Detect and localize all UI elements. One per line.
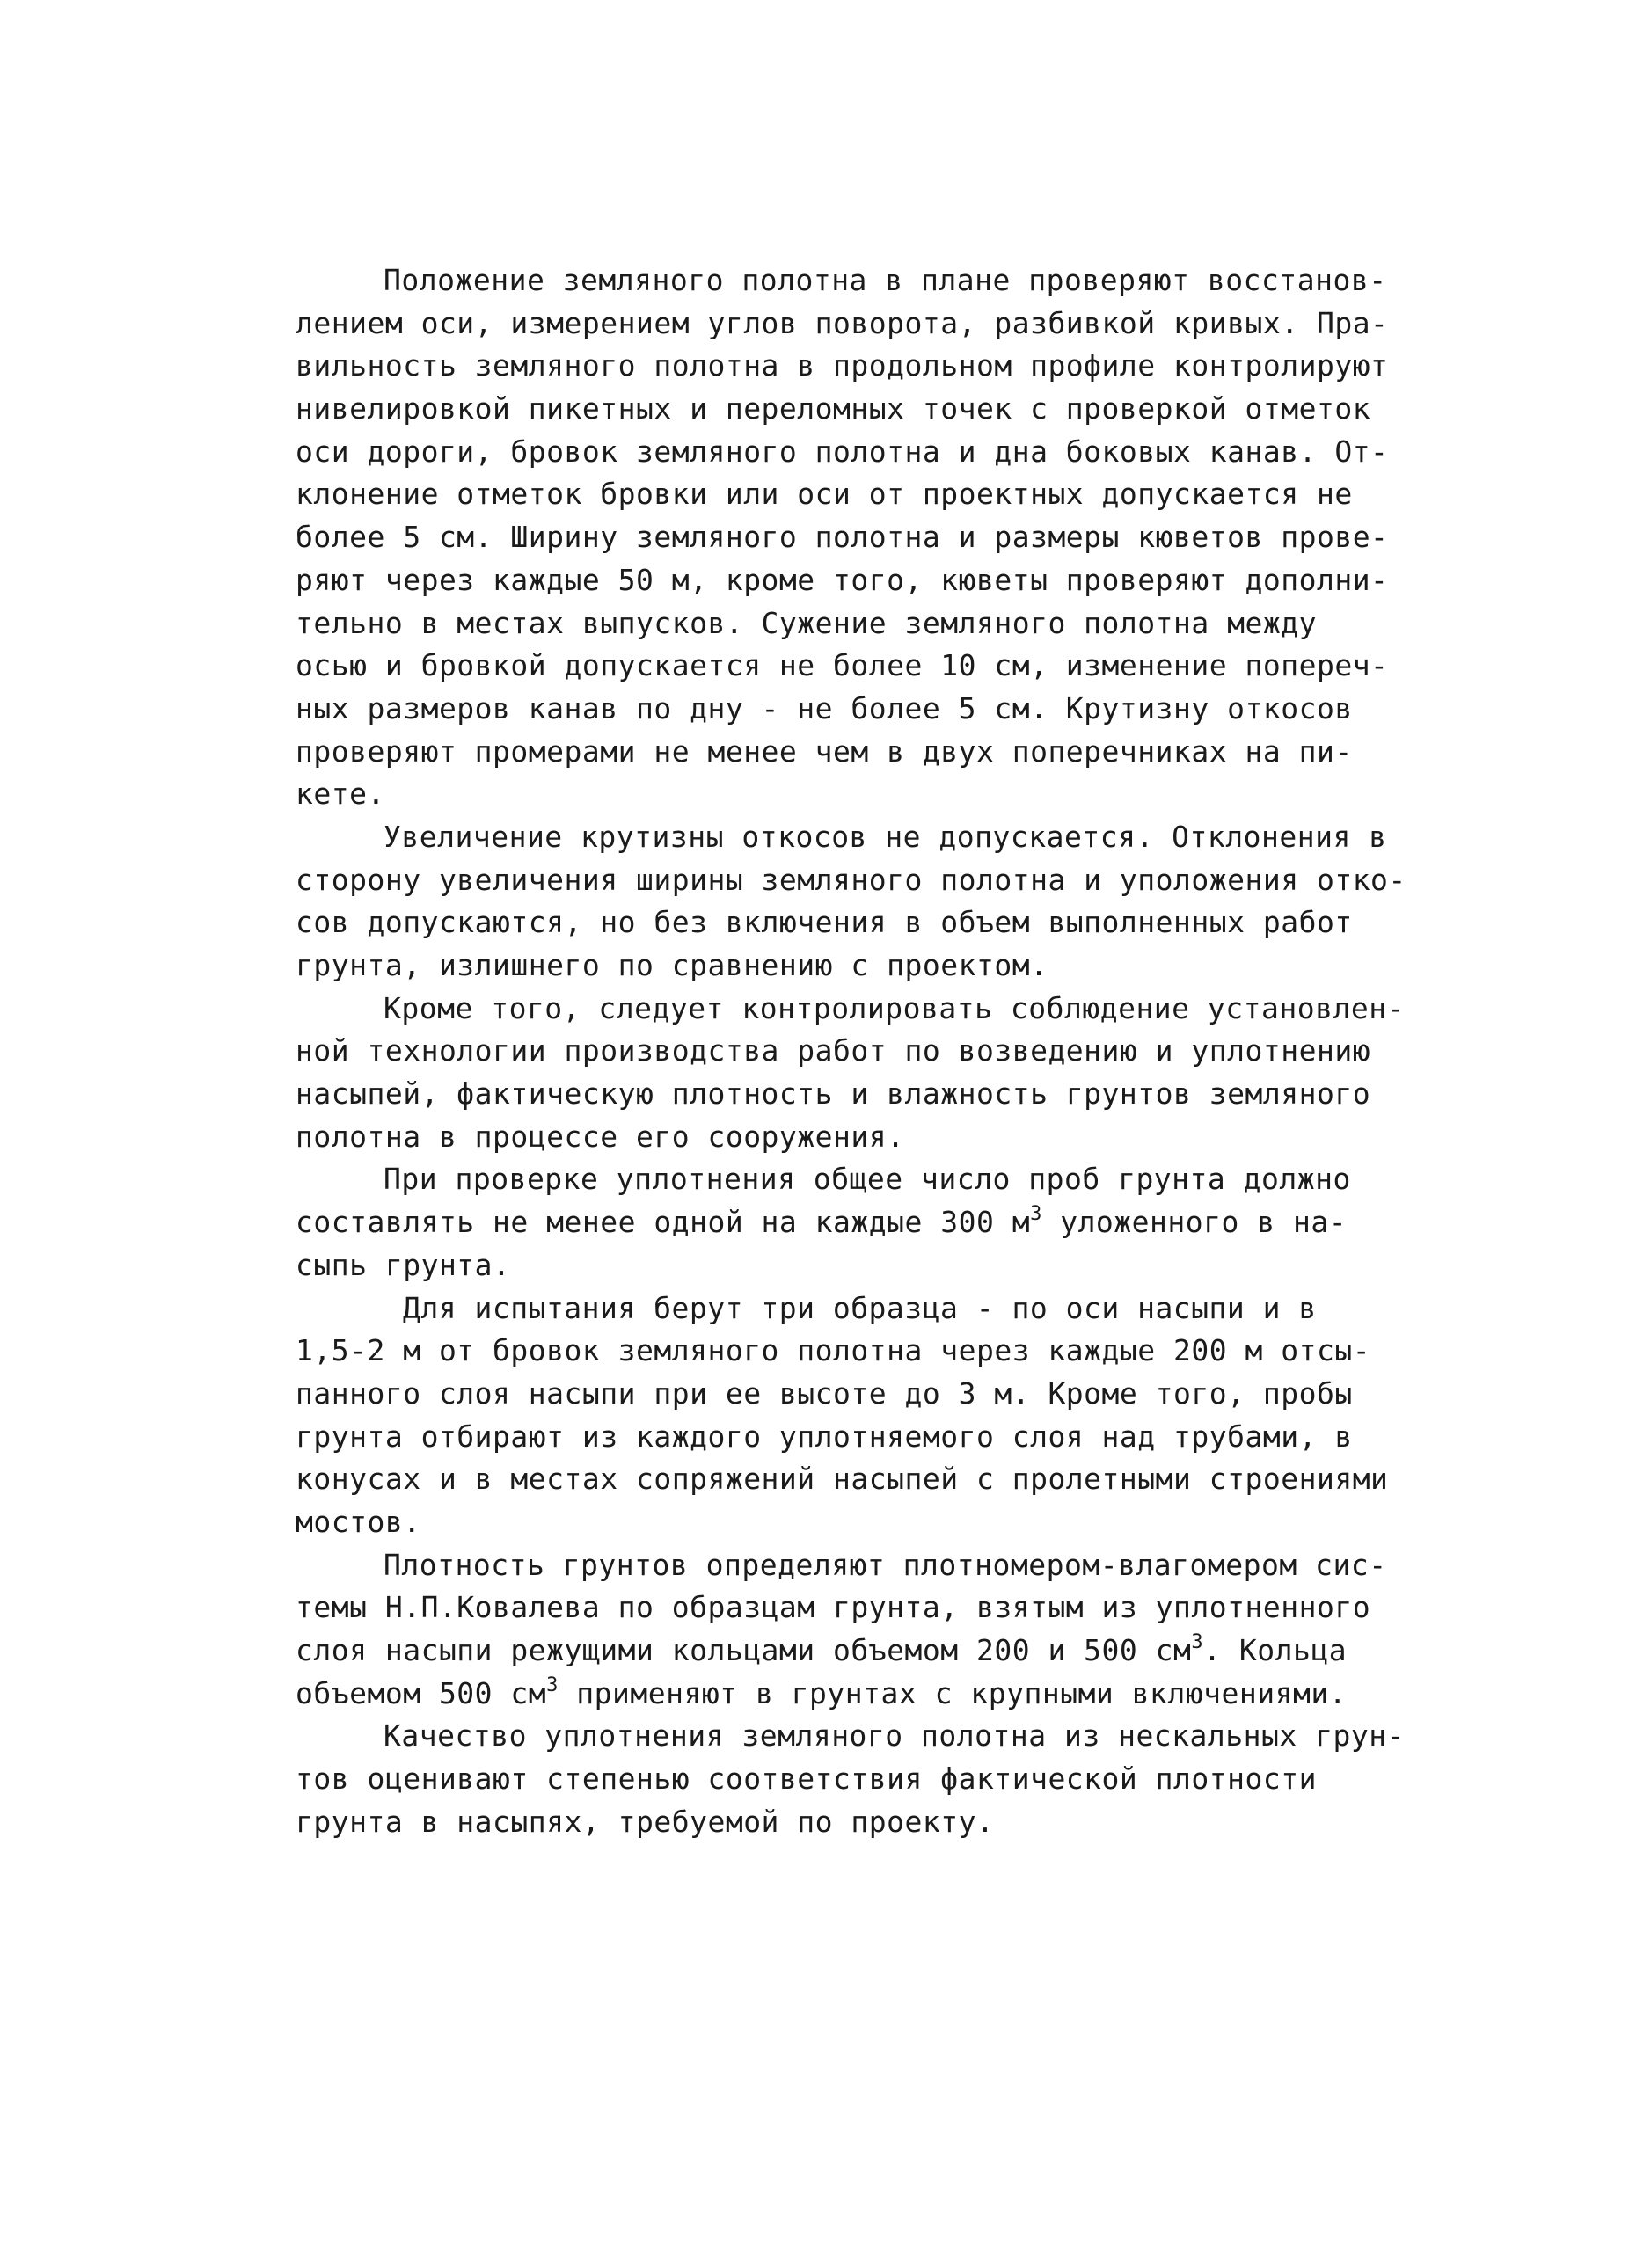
text-line: насыпей, фактическую плотность и влажность грунтов земляного xyxy=(296,1076,1371,1112)
text-line: При проверке уплотнения общее число проб грунта должно xyxy=(384,1162,1351,1197)
text-line: сов допускаются, но без включения в объем выполненных работ xyxy=(296,905,1353,940)
text-line: Увеличение крутизны откосов не допускается. Отклонения в xyxy=(384,819,1387,854)
text-line: 1,5-2 м от бровок земляного полотна через каждые 200 м отсы- xyxy=(296,1333,1371,1368)
document-text xyxy=(296,259,1439,1843)
text-segment: уложенного в на- xyxy=(1041,1205,1348,1240)
text-line: Положение земляного полотна в плане проверяют восстанов- xyxy=(384,263,1387,297)
text-line: более 5 см. Ширину земляного полотна и размеры кюветов прове- xyxy=(296,520,1389,555)
text-line xyxy=(296,1673,1439,1716)
text-segment: слоя насыпи режущими кольцами объемом 200 и 500 см xyxy=(296,1633,1192,1667)
text-line: клонение отметок бровки или оси от проектных допускается не xyxy=(296,477,1353,512)
text-line: тельно в местах выпусков. Сужение земляного полотна между xyxy=(296,605,1317,640)
text-segment: объемом 500 см xyxy=(296,1675,547,1710)
text-line: грунта отбирают из каждого уплотняемого слоя над трубами, в xyxy=(296,1418,1353,1454)
text-line: вильность земляного полотна в продольном профиле контролируют xyxy=(296,348,1389,383)
text-line: темы Н.П.Ковалева по образцам грунта, взятым из уплотненного xyxy=(296,1590,1371,1625)
text-line: мостов. xyxy=(296,1504,421,1539)
text-segment: применяют в грунтах с крупными включениями. xyxy=(558,1675,1348,1710)
text-line: полотна в процессе его сооружения. xyxy=(296,1119,905,1154)
text-line xyxy=(296,1201,1439,1244)
superscript: 3 xyxy=(1191,1631,1204,1653)
text-line: ной технологии производства работ по возведению и уплотнению xyxy=(296,1033,1371,1068)
text-line: сторону увеличения ширины земляного полотна и уположения отко- xyxy=(296,862,1406,897)
text-line: конусах и в местах сопряжений насыпей с пролетными строениями xyxy=(296,1462,1389,1497)
text-line: Кроме того, следует контролировать соблюдение установлен- xyxy=(384,990,1405,1025)
text-line xyxy=(296,1630,1439,1673)
text-segment: составлять не менее одной на каждые 300 м xyxy=(296,1205,1031,1240)
text-line: ных размеров канав по дну - не более 5 см. Крутизну откосов xyxy=(296,690,1353,726)
text-line: проверяют промерами не менее чем в двух поперечниках на пи- xyxy=(296,733,1353,769)
text-line: сыпь грунта. xyxy=(296,1247,511,1282)
text-line: осью и бровкой допускается не более 10 см, изменение попереч- xyxy=(296,648,1389,683)
text-line: кете. xyxy=(296,777,385,812)
text-line: Плотность грунтов определяют плотномером-влагомером сис- xyxy=(384,1547,1387,1582)
text-segment: . Кольца xyxy=(1203,1633,1348,1667)
text-line: ряют через каждые 50 м, кроме того, кюветы проверяют дополни- xyxy=(296,562,1389,597)
superscript: 3 xyxy=(546,1674,559,1696)
text-line: оси дороги, бровок земляного полотна и дна боковых канав. От- xyxy=(296,434,1389,469)
text-line: Качество уплотнения земляного полотна из нескальных грун- xyxy=(384,1718,1405,1754)
text-line: панного слоя насыпи при ее высоте до 3 м. Кроме того, пробы xyxy=(296,1375,1353,1411)
text-line: нивелировкой пикетных и переломных точек с проверкой отметок xyxy=(296,391,1371,427)
text-line: грунта, излишнего по сравнению с проектом. xyxy=(296,948,1048,982)
superscript: 3 xyxy=(1030,1203,1042,1226)
text-line: тов оценивают степенью соответствия фактической плотности xyxy=(296,1761,1317,1797)
text-line: грунта в насыпях, требуемой по проекту. xyxy=(296,1804,995,1839)
text-line: лением оси, измерением углов поворота, разбивкой кривых. Пра- xyxy=(296,305,1389,340)
text-line: Для испытания берут три образца - по оси насыпи и в xyxy=(403,1290,1317,1325)
